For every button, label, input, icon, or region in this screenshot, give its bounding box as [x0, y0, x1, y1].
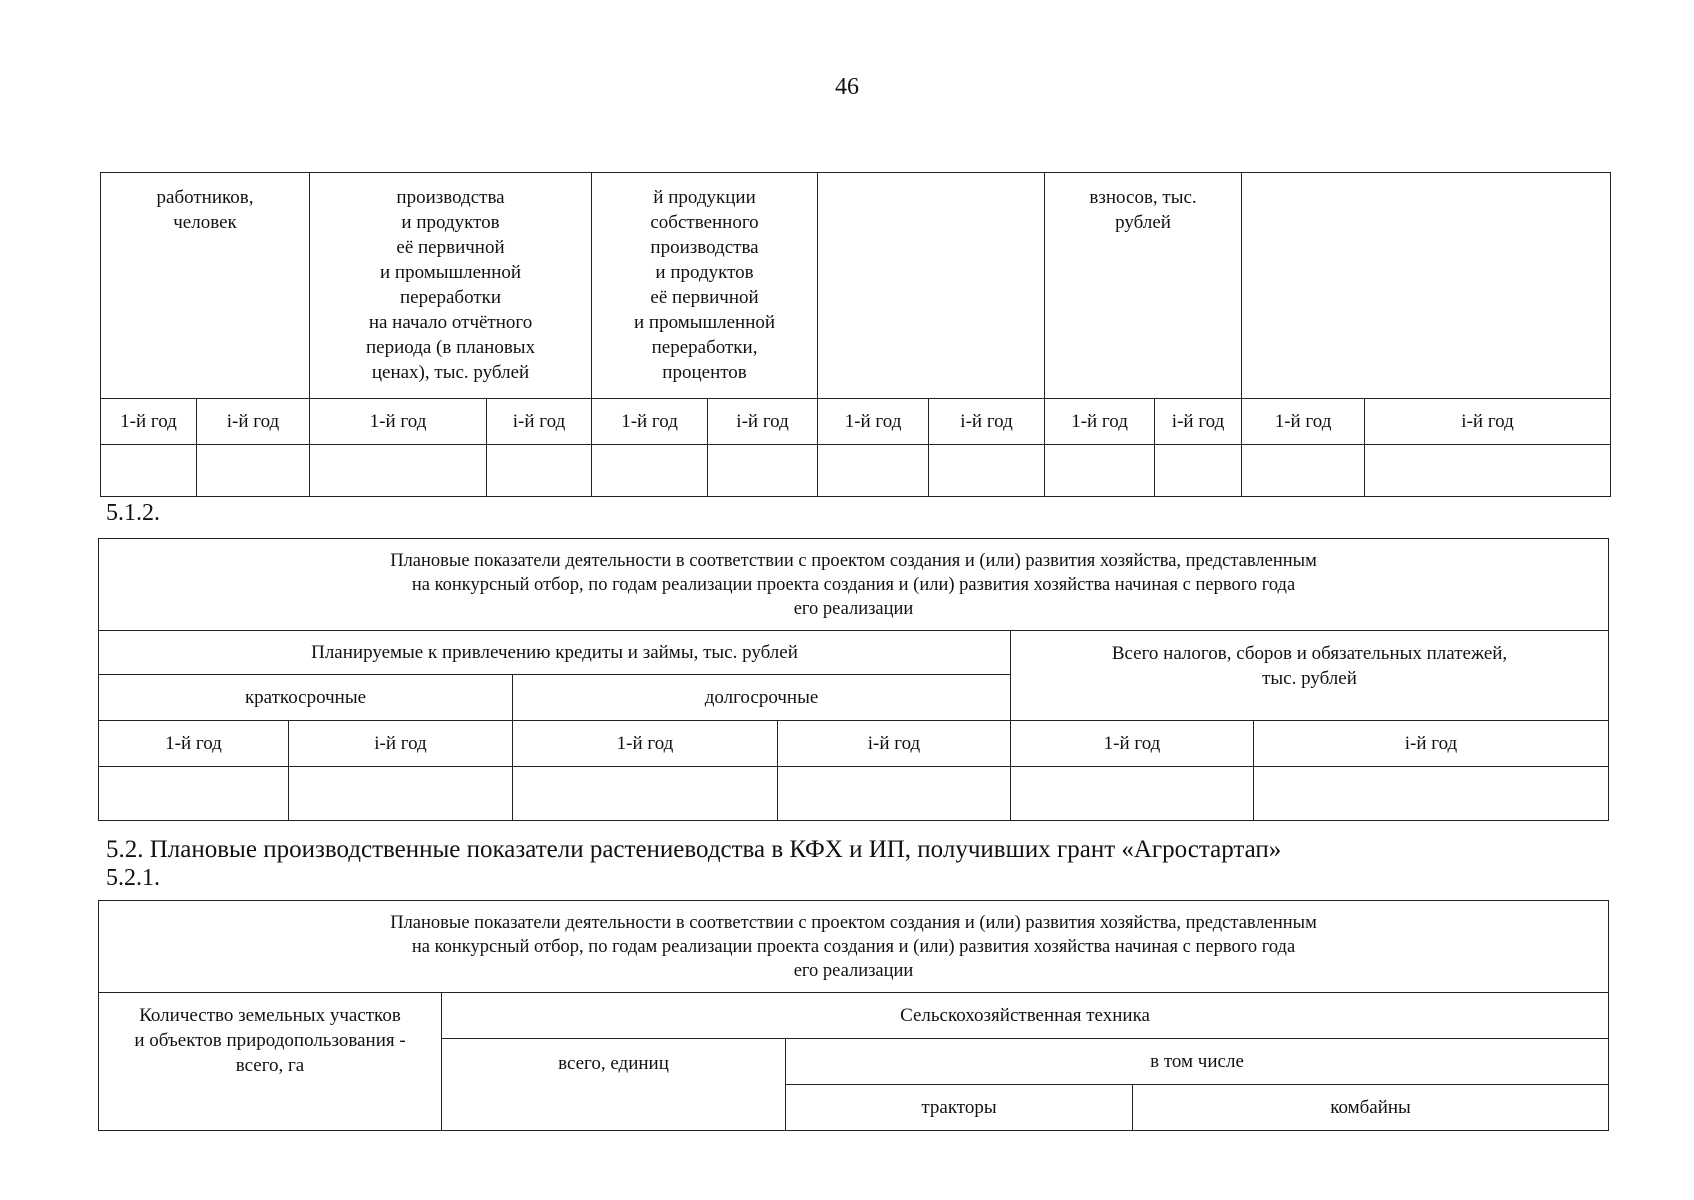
section-heading-5-2: 5.2. Плановые производственные показатели растениеводства в КФХ и ИП, получивших грант «Агростартап»	[106, 836, 1282, 863]
section-number-5-1-2: 5.1.2.	[106, 500, 160, 526]
empty-cell	[197, 445, 310, 497]
header-product-share: й продукции собственного производства и продуктов её первичной и промышленной переработки, процентов	[592, 173, 818, 399]
year-cell: i-й год	[1254, 721, 1609, 767]
header-empty-1	[818, 173, 1045, 399]
empty-cell	[592, 445, 708, 497]
empty-cell	[1011, 767, 1254, 821]
table-title: Плановые показатели деятельности в соответствии с проектом создания и (или) развития хозяйства, представленным на конкурсный отбор, по годам реализации проекта создания и (или) развития хозяйства начиная с первого года его реализации	[99, 901, 1609, 993]
header-production-value: производства и продуктов её первичной и промышленной переработки на начало отчётного периода (в плановых ценах), тыс. рублей	[310, 173, 592, 399]
empty-cell	[487, 445, 592, 497]
year-cell: 1-й год	[592, 399, 708, 445]
section-number-5-2-1: 5.2.1.	[106, 865, 160, 891]
header-employees: работников, человек	[101, 173, 310, 399]
total-units-header: всего, единиц	[442, 1039, 786, 1131]
empty-cell	[513, 767, 778, 821]
credits-header: Планируемые к привлечению кредиты и займы, тыс. рублей	[99, 631, 1011, 675]
year-cell: i-й год	[929, 399, 1045, 445]
empty-cell	[1242, 445, 1365, 497]
empty-cell	[1365, 445, 1611, 497]
year-cell: 1-й год	[1242, 399, 1365, 445]
empty-cell	[708, 445, 818, 497]
year-cell: i-й год	[197, 399, 310, 445]
short-term-header: краткосрочные	[99, 675, 513, 721]
year-cell: 1-й год	[99, 721, 289, 767]
machinery-header: Сельскохозяйственная техника	[442, 993, 1609, 1039]
year-cell: 1-й год	[101, 399, 197, 445]
year-cell: i-й год	[1365, 399, 1611, 445]
table-title: Плановые показатели деятельности в соответствии с проектом создания и (или) развития хозяйства, представленным на конкурсный отбор, по годам реализации проекта создания и (или) развития хозяйства начиная с первого года его реализации	[99, 539, 1609, 631]
year-cell: i-й год	[778, 721, 1011, 767]
empty-cell	[1254, 767, 1609, 821]
combines-header: комбайны	[1133, 1085, 1609, 1131]
year-cell: i-й год	[289, 721, 513, 767]
empty-cell	[818, 445, 929, 497]
tractors-header: тракторы	[786, 1085, 1133, 1131]
empty-cell	[1045, 445, 1155, 497]
header-empty-2	[1242, 173, 1611, 399]
empty-cell	[929, 445, 1045, 497]
year-cell: i-й год	[708, 399, 818, 445]
empty-cell	[289, 767, 513, 821]
year-cell: 1-й год	[1045, 399, 1155, 445]
empty-cell	[1155, 445, 1242, 497]
year-cell: 1-й год	[1011, 721, 1254, 767]
year-cell: 1-й год	[818, 399, 929, 445]
year-cell: 1-й год	[310, 399, 487, 445]
empty-cell	[310, 445, 487, 497]
land-plots-header: Количество земельных участков и объектов природопользования - всего, га	[99, 993, 442, 1131]
taxes-header: Всего налогов, сборов и обязательных платежей, тыс. рублей	[1011, 631, 1609, 721]
table-credits-taxes	[98, 538, 1609, 821]
table-continuation	[100, 172, 1611, 497]
empty-cell	[99, 767, 289, 821]
empty-cell	[778, 767, 1011, 821]
year-cell: i-й год	[1155, 399, 1242, 445]
year-cell: 1-й год	[513, 721, 778, 767]
page-number: 46	[835, 74, 859, 100]
table-crop-production	[98, 900, 1609, 1131]
empty-cell	[101, 445, 197, 497]
long-term-header: долгосрочные	[513, 675, 1011, 721]
year-cell: i-й год	[487, 399, 592, 445]
including-header: в том числе	[786, 1039, 1609, 1085]
header-contributions: взносов, тыс. рублей	[1045, 173, 1242, 399]
